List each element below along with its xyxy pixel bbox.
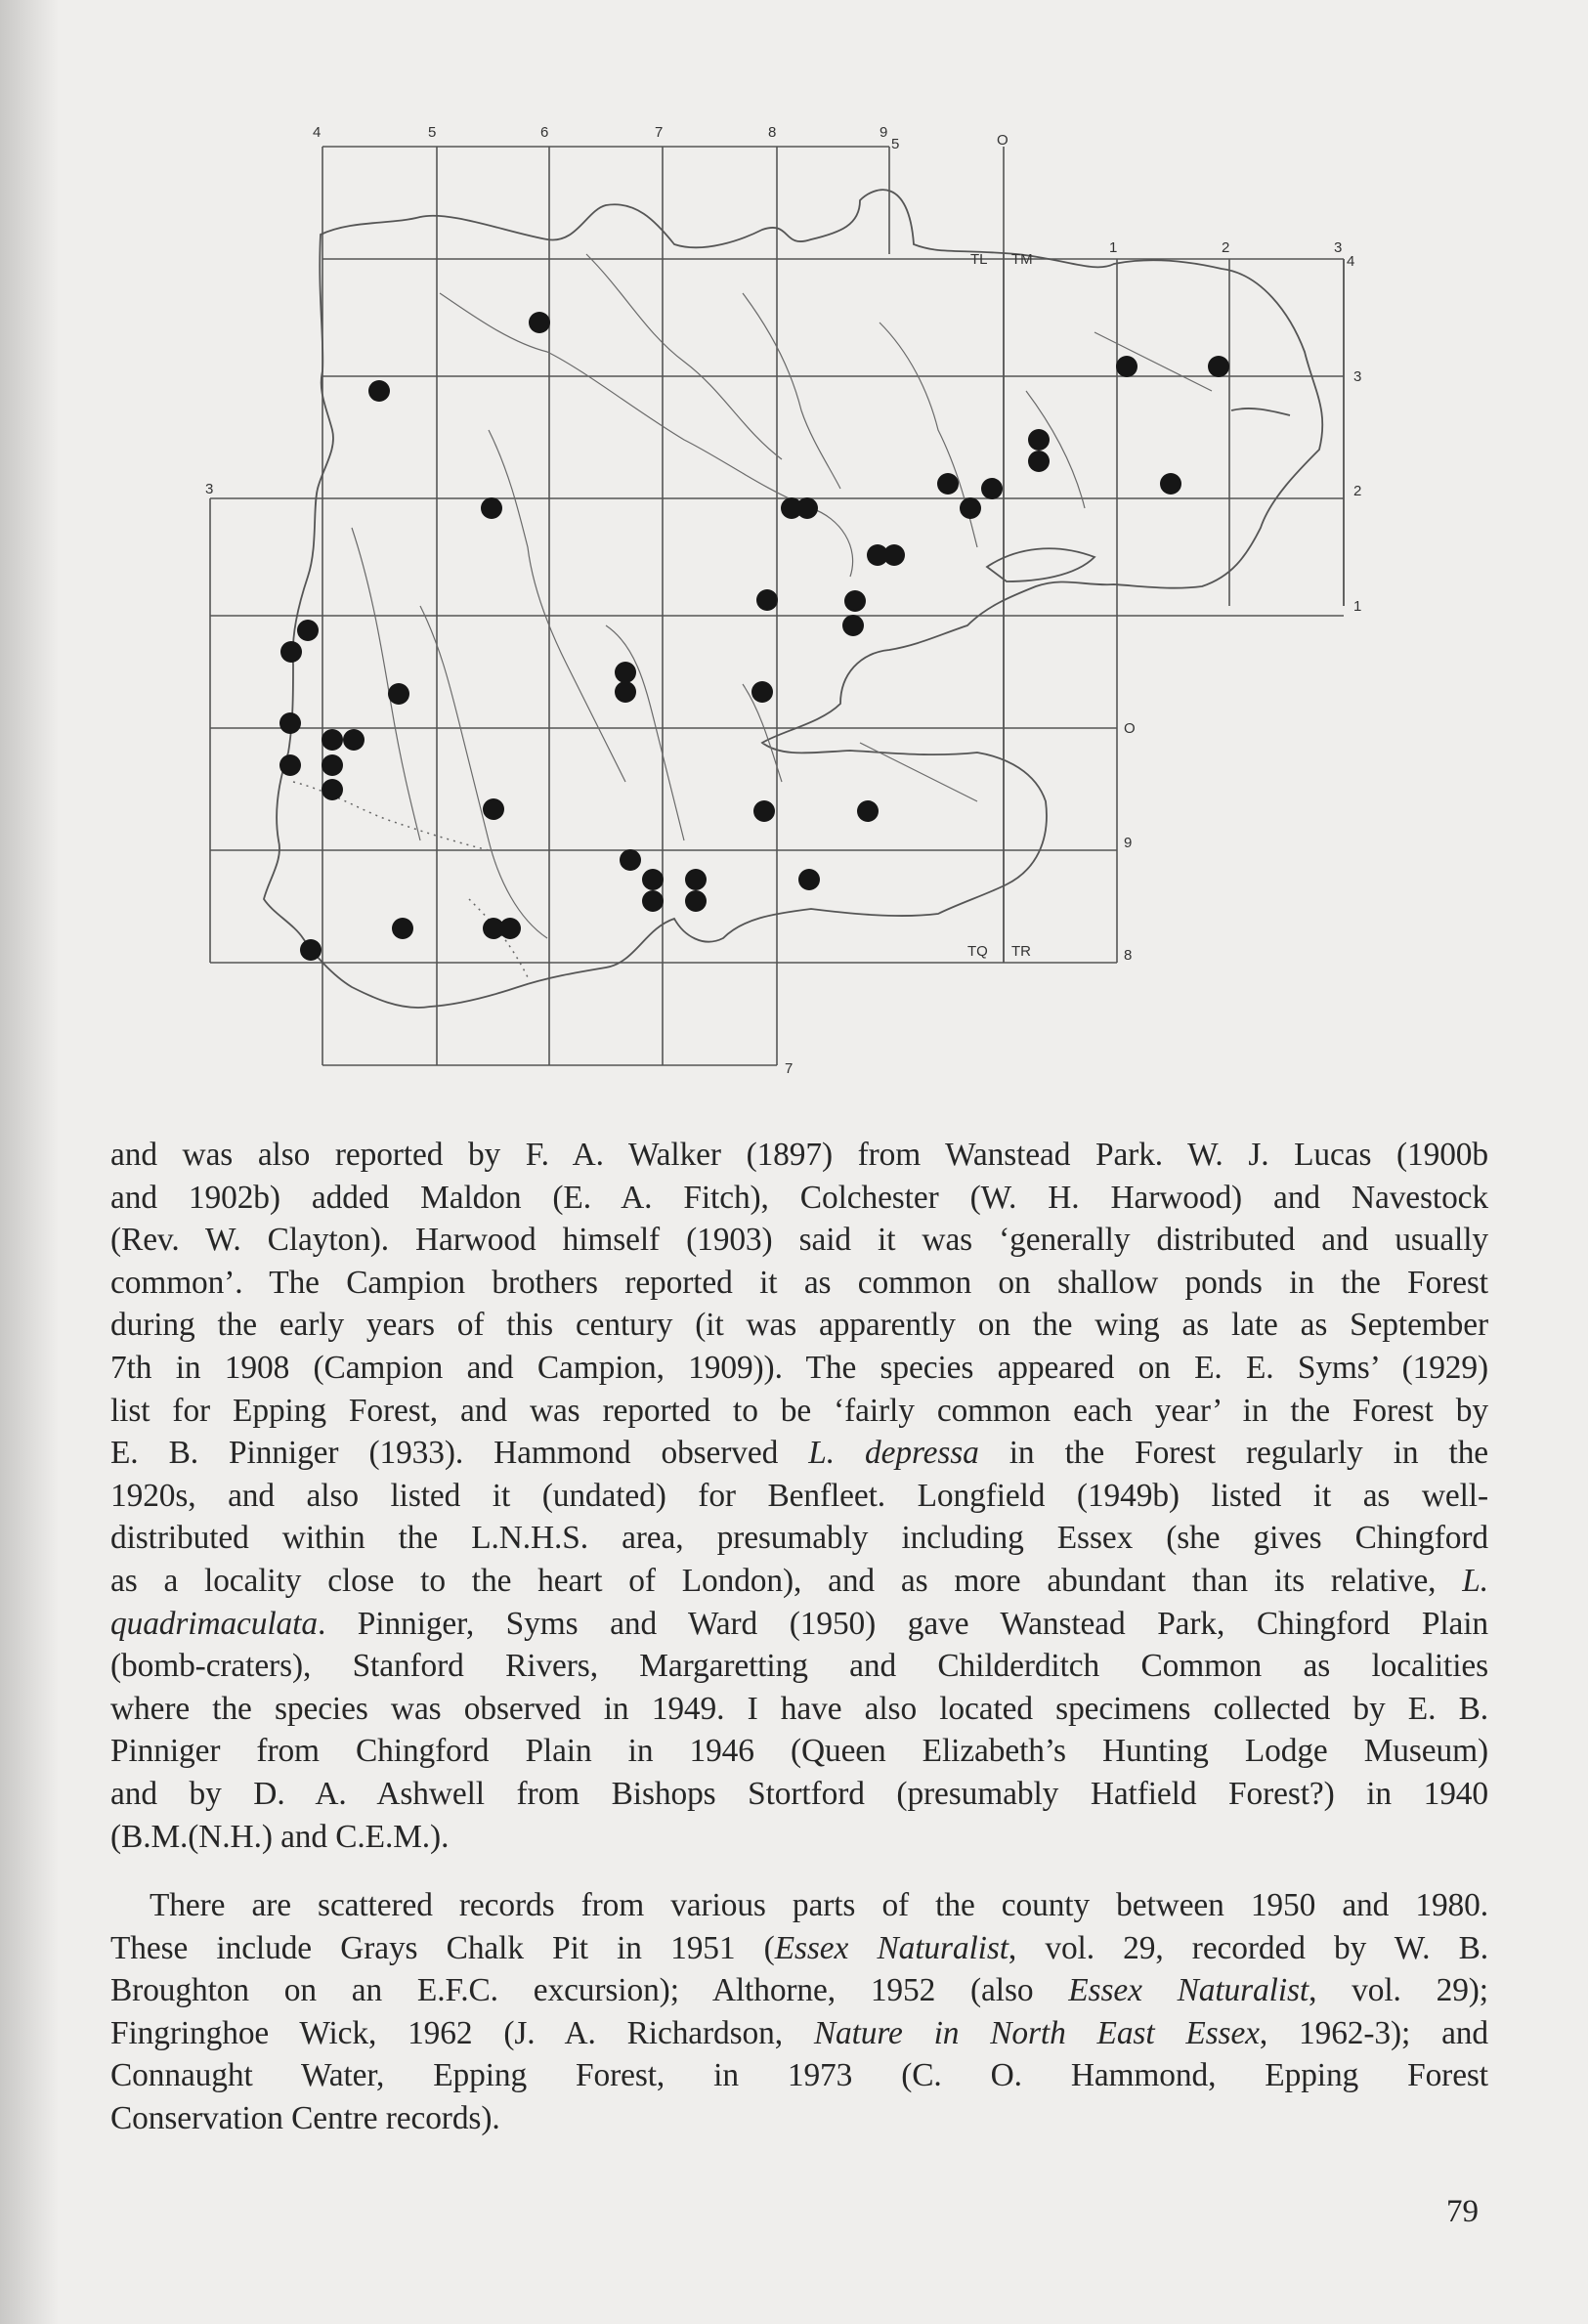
text-line	[110, 1603, 1488, 1646]
distribution-map	[0, 0, 1588, 1104]
col-label-5: 5	[428, 124, 437, 141]
tm-col-label-3: 3	[1334, 239, 1343, 256]
square-label-tl: TL	[970, 251, 988, 268]
text-line	[110, 1560, 1488, 1603]
record-dot	[343, 729, 365, 751]
right-row-label-9: 9	[1124, 835, 1133, 851]
text-line	[110, 2012, 1488, 2055]
text-line: and by D. A. Ashwell from Bishops Stortford (presumably Hatfield Forest?) in 1940	[110, 1775, 1488, 1812]
row-label-5: 5	[891, 136, 900, 152]
text-line: There are scattered records from various parts of the county between 1950 and 1980.	[150, 1887, 1488, 1923]
record-dot	[685, 869, 707, 890]
record-dot	[481, 497, 502, 519]
square-label-tm: TM	[1011, 251, 1033, 268]
italic-text-run: L. depressa	[808, 1435, 979, 1472]
body-paragraph-1	[110, 1134, 1488, 1858]
text-line: during the early years of this century (it was apparently on the wing as late as September	[110, 1307, 1488, 1344]
text-run: as a locality close to the heart of London), and as more abundant than its relative,	[110, 1562, 1463, 1599]
record-dot	[796, 497, 818, 519]
text-run: , vol. 29);	[1309, 1972, 1488, 2009]
record-dots	[279, 312, 1229, 961]
record-dot	[368, 380, 390, 402]
text-line: Conservation Centre records).	[110, 2099, 500, 2136]
record-dot	[1160, 473, 1181, 495]
record-dot	[483, 798, 504, 820]
record-dot	[322, 754, 343, 776]
record-dot	[1028, 451, 1050, 472]
text-line: (Rev. W. Clayton). Harwood himself (1903) said it was ‘generally distributed and usually	[110, 1222, 1488, 1259]
text-line: and was also reported by F. A. Walker (1897) from Wanstead Park. W. J. Lucas (1900b	[110, 1137, 1488, 1173]
text-line: 1920s, and also listed it (undated) for Benfleet. Longfield (1949b) listed it as well-	[110, 1477, 1488, 1514]
col-label-4: 4	[313, 124, 322, 141]
record-dot	[883, 544, 905, 566]
col-label-8: 8	[768, 124, 777, 141]
record-dot	[615, 662, 636, 683]
record-dot	[960, 497, 981, 519]
italic-text-run: quadrimaculata	[110, 1605, 318, 1642]
record-dot	[857, 800, 879, 822]
record-dot	[642, 890, 664, 912]
map-grid	[210, 147, 1344, 1065]
text-line: (bomb-craters), Stanford Rivers, Margaretting and Childerditch Common as localities	[110, 1648, 1488, 1685]
record-dot	[280, 641, 302, 663]
record-dot	[322, 729, 343, 751]
text-line: Connaught Water, Epping Forest, in 1973 (C. O. Hammond, Epping Forest	[110, 2057, 1488, 2094]
tm-col-label-2: 2	[1222, 239, 1230, 256]
text-run: These include Grays Chalk Pit in 1951 (	[110, 1929, 775, 1966]
record-dot	[751, 681, 773, 703]
text-line: Pinniger from Chingford Plain in 1946 (Queen Elizabeth’s Hunting Lodge Museum)	[110, 1733, 1488, 1770]
text-run: , vol. 29, recorded by W. B.	[1008, 1929, 1488, 1966]
col-label-6: 6	[540, 124, 549, 141]
right-row-label-2: 2	[1353, 483, 1362, 499]
text-line	[110, 1969, 1488, 2012]
record-dot	[981, 478, 1003, 499]
record-dot	[642, 869, 664, 890]
right-row-label-3: 3	[1353, 368, 1362, 385]
text-line: and 1902b) added Maldon (E. A. Fitch), Colchester (W. H. Harwood) and Navestock	[110, 1179, 1488, 1216]
text-line: where the species was observed in 1949. I have also located specimens collected by E. B.	[110, 1690, 1488, 1727]
right-row-label-8: 8	[1124, 947, 1133, 964]
record-dot	[685, 890, 707, 912]
text-line: list for Epping Forest, and was reported to be ‘fairly common each year’ in the Forest by	[110, 1392, 1488, 1429]
text-line: common’. The Campion brothers reported it as common on shallow ponds in the Forest	[110, 1264, 1488, 1301]
bottom-label-7: 7	[785, 1060, 794, 1077]
text-line: (B.M.(N.H.) and C.E.M.).	[110, 1818, 450, 1855]
right-row-label-0: O	[1124, 720, 1136, 737]
text-run: in the Forest regularly in the	[978, 1435, 1489, 1472]
record-dot	[1028, 429, 1050, 451]
square-label-tq: TQ	[967, 943, 988, 960]
record-dot	[844, 590, 866, 612]
tm-col-label-4: 4	[1347, 253, 1355, 270]
record-dot	[1116, 356, 1137, 377]
text-run: . Pinniger, Syms and Ward (1950) gave Wanstead Park, Chingford Plain	[317, 1605, 1488, 1642]
record-dot	[297, 620, 319, 641]
left-row-label-3: 3	[205, 481, 214, 497]
record-dot	[300, 939, 322, 961]
text-line	[110, 1927, 1488, 1970]
record-dot	[322, 779, 343, 800]
record-dot	[798, 869, 820, 890]
text-line	[110, 1432, 1488, 1475]
record-dot	[388, 683, 409, 705]
text-line: 7th in 1908 (Campion and Campion, 1909)). The species appeared on E. E. Syms’ (1929)	[110, 1349, 1488, 1386]
record-dot	[756, 589, 778, 611]
col-label-0: O	[997, 132, 1009, 149]
col-label-9: 9	[880, 124, 888, 141]
record-dot	[937, 473, 959, 495]
text-run: Broughton on an E.F.C. excursion); Althorne, 1952 (also	[110, 1972, 1069, 2009]
record-dot	[529, 312, 550, 333]
italic-text-run: Essex Naturalist	[1068, 1972, 1309, 2009]
record-dot	[753, 800, 775, 822]
text-run: E. B. Pinniger (1933). Hammond observed	[110, 1435, 809, 1472]
record-dot	[842, 615, 864, 636]
square-label-tr: TR	[1011, 943, 1031, 960]
text-run: , 1962-3); and	[1259, 2014, 1488, 2051]
text-run: Fingringhoe Wick, 1962 (J. A. Richardson,	[110, 2014, 814, 2051]
record-dot	[499, 918, 521, 939]
right-row-label-1: 1	[1353, 598, 1362, 615]
record-dot	[392, 918, 413, 939]
record-dot	[279, 712, 301, 734]
italic-text-run: Essex Naturalist	[774, 1929, 1009, 1966]
record-dot	[615, 681, 636, 703]
italic-text-run: Nature in North East Essex	[813, 2014, 1260, 2051]
record-dot	[1208, 356, 1229, 377]
record-dot	[279, 754, 301, 776]
body-paragraph-2	[110, 1884, 1488, 2140]
page-number: 79	[1446, 2194, 1479, 2229]
tm-col-label-1: 1	[1109, 239, 1118, 256]
county-outline	[264, 190, 1322, 1008]
text-line: distributed within the L.N.H.S. area, presumably including Essex (she gives Chingford	[110, 1520, 1488, 1557]
italic-text-run: L.	[1462, 1562, 1488, 1599]
record-dot	[620, 849, 641, 871]
col-label-7: 7	[655, 124, 664, 141]
